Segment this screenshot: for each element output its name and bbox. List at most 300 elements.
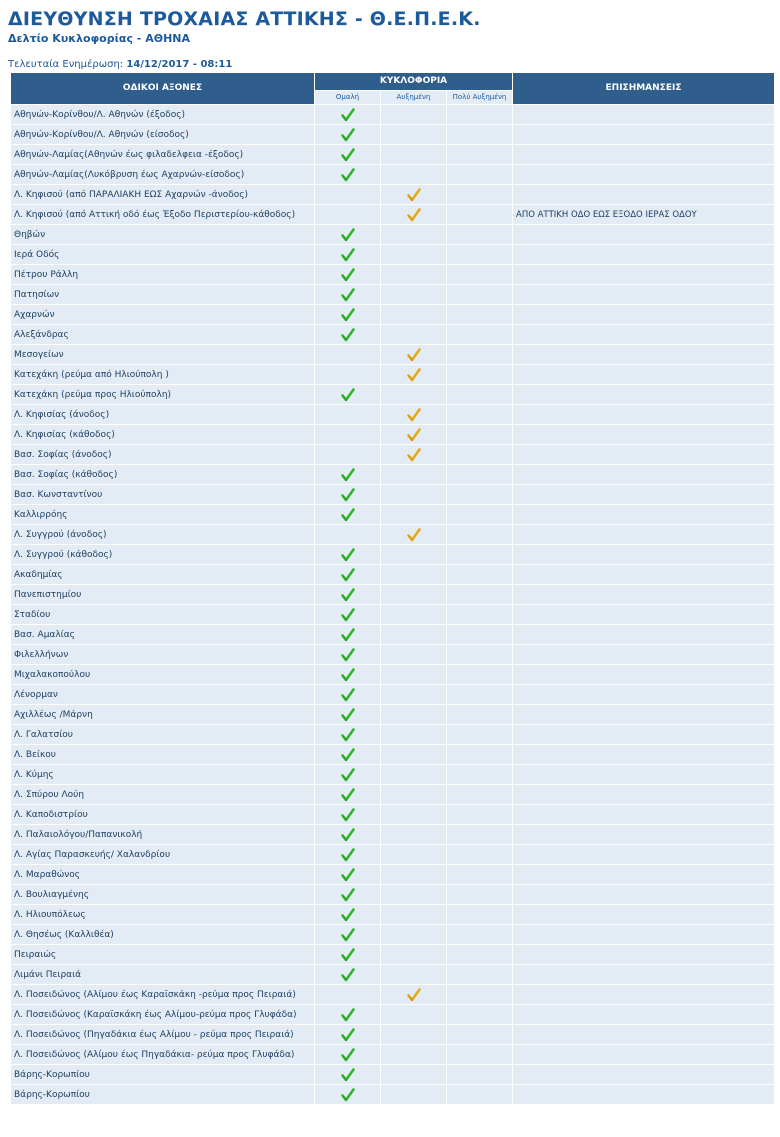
green-check-icon: [341, 628, 355, 642]
note-cell: [513, 105, 774, 124]
note-cell: [513, 325, 774, 344]
green-check-icon: [341, 968, 355, 982]
status-cell-normal: [315, 425, 380, 444]
status-cell-increased: [381, 625, 446, 644]
green-check-icon: [341, 908, 355, 922]
status-cell-increased: [381, 1025, 446, 1044]
table-row: [11, 465, 774, 484]
road-name: Αθηνών-Λαμίας(Λυκόβρυση έως Αχαρνών-είσοδος): [11, 165, 314, 184]
note-cell: [513, 985, 774, 1004]
status-cell-normal: [315, 445, 380, 464]
road-name: Λ. Κηφισού (από Αττική οδό έως Έξοδο Περιστερίου-κάθοδος): [11, 205, 314, 224]
road-name: Βάρης-Κορωπίου: [11, 1085, 314, 1104]
traffic-table: [10, 72, 775, 1105]
table-row: [11, 925, 774, 944]
green-check-icon: [341, 948, 355, 962]
status-cell-increased: [381, 865, 446, 884]
green-check-icon: [341, 568, 355, 582]
status-cell-increased: [381, 105, 446, 124]
status-cell-increased: [381, 545, 446, 564]
status-cell-increased: [381, 1045, 446, 1064]
green-check-icon: [341, 328, 355, 342]
road-name: Λ. Παλαιολόγου/Παπανικολή: [11, 825, 314, 844]
table-row: [11, 565, 774, 584]
status-cell-increased: [381, 645, 446, 664]
status-cell-very-increased: [447, 285, 512, 304]
status-cell-very-increased: [447, 625, 512, 644]
status-cell-increased: [381, 985, 446, 1004]
note-cell: [513, 285, 774, 304]
road-name: Λ. Καποδιστρίου: [11, 805, 314, 824]
note-cell: [513, 885, 774, 904]
road-name: Φιλελλήνων: [11, 645, 314, 664]
note-cell: [513, 165, 774, 184]
status-cell-normal: [315, 605, 380, 624]
status-cell-normal: [315, 1045, 380, 1064]
status-cell-very-increased: [447, 1005, 512, 1024]
note-cell: [513, 805, 774, 824]
table-row: [11, 1085, 774, 1104]
road-name: Λ. Κηφισίας (κάθοδος): [11, 425, 314, 444]
green-check-icon: [341, 108, 355, 122]
status-cell-very-increased: [447, 665, 512, 684]
green-check-icon: [341, 288, 355, 302]
status-cell-very-increased: [447, 105, 512, 124]
orange-check-icon: [407, 368, 421, 382]
status-cell-very-increased: [447, 605, 512, 624]
road-name: Πέτρου Ράλλη: [11, 265, 314, 284]
road-name: Λ. Βείκου: [11, 745, 314, 764]
green-check-icon: [341, 668, 355, 682]
note-cell: [513, 345, 774, 364]
road-name: Λ. Βουλιαγμένης: [11, 885, 314, 904]
note-cell: [513, 305, 774, 324]
table-row: [11, 445, 774, 464]
status-cell-normal: [315, 485, 380, 504]
table-row: [11, 585, 774, 604]
road-name: Αθηνών-Κορίνθου/Λ. Αθηνών (είσοδος): [11, 125, 314, 144]
page-header: [8, 8, 772, 46]
road-name: Λ. Μαραθώνος: [11, 865, 314, 884]
status-cell-increased: [381, 505, 446, 524]
green-check-icon: [341, 1048, 355, 1062]
column-header-notes: ΕΠΙΣΗΜΑΝΣΕΙΣ: [513, 73, 774, 104]
status-cell-increased: [381, 825, 446, 844]
status-cell-normal: [315, 845, 380, 864]
status-cell-normal: [315, 1085, 380, 1104]
green-check-icon: [341, 648, 355, 662]
status-cell-normal: [315, 985, 380, 1004]
note-cell: [513, 1005, 774, 1024]
green-check-icon: [341, 1068, 355, 1082]
table-row: [11, 845, 774, 864]
status-cell-normal: [315, 765, 380, 784]
note-cell: [513, 125, 774, 144]
note-cell: [513, 145, 774, 164]
status-cell-increased: [381, 485, 446, 504]
status-cell-normal: [315, 625, 380, 644]
status-cell-very-increased: [447, 225, 512, 244]
note-cell: [513, 685, 774, 704]
status-cell-increased: [381, 245, 446, 264]
subheader-very-increased: Πολύ Αυξημένη: [447, 91, 512, 104]
road-name: Πειραιώς: [11, 945, 314, 964]
status-cell-very-increased: [447, 485, 512, 504]
table-row: [11, 205, 774, 224]
page-title: ΔΙΕΥΘΥΝΣΗ ΤΡΟΧΑΙΑΣ ΑΤΤΙΚΗΣ - Θ.Ε.Π.Ε.Κ.: [8, 8, 481, 30]
green-check-icon: [341, 548, 355, 562]
road-name: Βασ. Κωνσταντίνου: [11, 485, 314, 504]
road-name: Θηβών: [11, 225, 314, 244]
road-name: Βασ. Αμαλίας: [11, 625, 314, 644]
status-cell-very-increased: [447, 425, 512, 444]
note-cell: [513, 505, 774, 524]
status-cell-very-increased: [447, 825, 512, 844]
note-cell: [513, 225, 774, 244]
note-cell: [513, 905, 774, 924]
status-cell-increased: [381, 405, 446, 424]
status-cell-increased: [381, 425, 446, 444]
road-name: Λ. Συγγρού (κάθοδος): [11, 545, 314, 564]
status-cell-increased: [381, 365, 446, 384]
status-cell-increased: [381, 1065, 446, 1084]
status-cell-normal: [315, 965, 380, 984]
road-name: Αθηνών-Λαμίας(Αθηνών έως φιλαδελφεια -έξοδος): [11, 145, 314, 164]
status-cell-normal: [315, 285, 380, 304]
status-cell-normal: [315, 345, 380, 364]
note-cell: [513, 605, 774, 624]
note-cell: [513, 965, 774, 984]
orange-check-icon: [407, 348, 421, 362]
table-row: [11, 265, 774, 284]
status-cell-increased: [381, 745, 446, 764]
road-name: Λ. Κύμης: [11, 765, 314, 784]
table-row: [11, 185, 774, 204]
note-cell: ΑΠΟ ΑΤΤΙΚΗ ΟΔΟ ΕΩΣ ΕΞΟΔΟ ΙΕΡΑΣ ΟΔΟΥ: [513, 205, 774, 224]
status-cell-very-increased: [447, 125, 512, 144]
road-name: Μεσογείων: [11, 345, 314, 364]
status-cell-very-increased: [447, 245, 512, 264]
status-cell-very-increased: [447, 445, 512, 464]
status-cell-increased: [381, 325, 446, 344]
table-row: [11, 525, 774, 544]
note-cell: [513, 185, 774, 204]
status-cell-normal: [315, 125, 380, 144]
status-cell-normal: [315, 265, 380, 284]
note-cell: [513, 365, 774, 384]
status-cell-increased: [381, 465, 446, 484]
status-cell-increased: [381, 845, 446, 864]
status-cell-very-increased: [447, 645, 512, 664]
status-cell-normal: [315, 305, 380, 324]
status-cell-very-increased: [447, 365, 512, 384]
road-name: Μιχαλακοπούλου: [11, 665, 314, 684]
green-check-icon: [341, 768, 355, 782]
status-cell-increased: [381, 805, 446, 824]
status-cell-increased: [381, 945, 446, 964]
green-check-icon: [341, 488, 355, 502]
road-name: Λ. Αγίας Παρασκευής/ Χαλανδρίου: [11, 845, 314, 864]
status-cell-very-increased: [447, 785, 512, 804]
status-cell-normal: [315, 725, 380, 744]
road-name: Βάρης-Κορωπίου: [11, 1065, 314, 1084]
status-cell-very-increased: [447, 805, 512, 824]
road-name: Ακαδημίας: [11, 565, 314, 584]
road-name: Κατεχάκη (ρεύμα από Ηλιούπολη ): [11, 365, 314, 384]
status-cell-normal: [315, 505, 380, 524]
status-cell-normal: [315, 745, 380, 764]
table-row: [11, 105, 774, 124]
road-name: Σταδίου: [11, 605, 314, 624]
status-cell-normal: [315, 685, 380, 704]
status-cell-increased: [381, 285, 446, 304]
note-cell: [513, 265, 774, 284]
status-cell-very-increased: [447, 725, 512, 744]
table-row: [11, 545, 774, 564]
status-cell-very-increased: [447, 205, 512, 224]
status-cell-normal: [315, 1065, 380, 1084]
table-row: [11, 885, 774, 904]
note-cell: [513, 565, 774, 584]
table-row: [11, 385, 774, 404]
road-name: Λιμάνι Πειραιά: [11, 965, 314, 984]
table-row: [11, 725, 774, 744]
note-cell: [513, 765, 774, 784]
green-check-icon: [341, 128, 355, 142]
green-check-icon: [341, 308, 355, 322]
status-cell-normal: [315, 925, 380, 944]
status-cell-very-increased: [447, 705, 512, 724]
status-cell-very-increased: [447, 765, 512, 784]
status-cell-very-increased: [447, 565, 512, 584]
table-row: [11, 1045, 774, 1064]
status-cell-very-increased: [447, 865, 512, 884]
status-cell-increased: [381, 885, 446, 904]
note-cell: [513, 525, 774, 544]
status-cell-normal: [315, 1025, 380, 1044]
status-cell-increased: [381, 905, 446, 924]
status-cell-increased: [381, 305, 446, 324]
status-cell-very-increased: [447, 405, 512, 424]
status-cell-normal: [315, 805, 380, 824]
table-row: [11, 405, 774, 424]
road-name: Πανεπιστημίου: [11, 585, 314, 604]
road-name: Λ. Ποσειδώνος (Αλίμου έως Πηγαδάκια- ρεύμα προς Γλυφάδα): [11, 1045, 314, 1064]
green-check-icon: [341, 688, 355, 702]
green-check-icon: [341, 228, 355, 242]
note-cell: [513, 865, 774, 884]
table-row: [11, 825, 774, 844]
orange-check-icon: [407, 428, 421, 442]
status-cell-normal: [315, 325, 380, 344]
subheader-normal: Ομαλή: [315, 91, 380, 104]
table-row: [11, 805, 774, 824]
status-cell-normal: [315, 185, 380, 204]
status-cell-increased: [381, 785, 446, 804]
orange-check-icon: [407, 988, 421, 1002]
status-cell-very-increased: [447, 585, 512, 604]
status-cell-increased: [381, 1005, 446, 1024]
table-row: [11, 745, 774, 764]
note-cell: [513, 945, 774, 964]
page-subtitle: Δελτίο Κυκλοφορίας - ΑΘΗΝΑ: [8, 32, 190, 45]
status-cell-very-increased: [447, 325, 512, 344]
status-cell-normal: [315, 565, 380, 584]
table-row: [11, 245, 774, 264]
green-check-icon: [341, 508, 355, 522]
status-cell-very-increased: [447, 1085, 512, 1104]
status-cell-increased: [381, 925, 446, 944]
table-row: [11, 225, 774, 244]
table-row: [11, 765, 774, 784]
road-name: Λ. Ηλιουπόλεως: [11, 905, 314, 924]
green-check-icon: [341, 588, 355, 602]
status-cell-normal: [315, 945, 380, 964]
road-name: Βασ. Σοφίας (κάθοδος): [11, 465, 314, 484]
table-row: [11, 485, 774, 504]
road-name: Βασ. Σοφίας (άνοδος): [11, 445, 314, 464]
status-cell-normal: [315, 785, 380, 804]
table-row: [11, 785, 774, 804]
note-cell: [513, 745, 774, 764]
status-cell-very-increased: [447, 185, 512, 204]
note-cell: [513, 245, 774, 264]
status-cell-very-increased: [447, 845, 512, 864]
orange-check-icon: [407, 408, 421, 422]
status-cell-very-increased: [447, 385, 512, 404]
table-row: [11, 905, 774, 924]
column-header-traffic: ΚΥΚΛΟΦΟΡΙΑ: [315, 73, 512, 90]
status-cell-very-increased: [447, 685, 512, 704]
green-check-icon: [341, 608, 355, 622]
note-cell: [513, 1085, 774, 1104]
note-cell: [513, 465, 774, 484]
status-cell-normal: [315, 705, 380, 724]
road-name: Κατεχάκη (ρεύμα προς Ηλιούπολη): [11, 385, 314, 404]
table-row: [11, 345, 774, 364]
note-cell: [513, 785, 774, 804]
status-cell-normal: [315, 825, 380, 844]
note-cell: [513, 405, 774, 424]
status-cell-normal: [315, 205, 380, 224]
status-cell-increased: [381, 765, 446, 784]
subheader-increased: Αυξημένη: [381, 91, 446, 104]
green-check-icon: [341, 928, 355, 942]
status-cell-very-increased: [447, 345, 512, 364]
status-cell-very-increased: [447, 985, 512, 1004]
table-row: [11, 505, 774, 524]
status-cell-very-increased: [447, 745, 512, 764]
status-cell-very-increased: [447, 905, 512, 924]
green-check-icon: [341, 148, 355, 162]
table-row: [11, 705, 774, 724]
status-cell-normal: [315, 365, 380, 384]
status-cell-increased: [381, 345, 446, 364]
orange-check-icon: [407, 528, 421, 542]
status-cell-normal: [315, 665, 380, 684]
table-row: [11, 685, 774, 704]
status-cell-increased: [381, 725, 446, 744]
status-cell-normal: [315, 865, 380, 884]
status-cell-increased: [381, 1085, 446, 1104]
traffic-rows: [11, 105, 774, 1104]
note-cell: [513, 625, 774, 644]
table-row: [11, 325, 774, 344]
status-cell-normal: [315, 245, 380, 264]
road-name: Καλλιρρόης: [11, 505, 314, 524]
status-cell-normal: [315, 405, 380, 424]
status-cell-increased: [381, 705, 446, 724]
status-cell-increased: [381, 185, 446, 204]
table-row: [11, 645, 774, 664]
green-check-icon: [341, 868, 355, 882]
note-cell: [513, 645, 774, 664]
status-cell-increased: [381, 385, 446, 404]
status-cell-very-increased: [447, 525, 512, 544]
road-name: Λ. Θησέως (Καλλιθέα): [11, 925, 314, 944]
status-cell-very-increased: [447, 1045, 512, 1064]
status-cell-normal: [315, 545, 380, 564]
road-name: Αχαρνών: [11, 305, 314, 324]
status-cell-increased: [381, 205, 446, 224]
status-cell-increased: [381, 525, 446, 544]
green-check-icon: [341, 708, 355, 722]
status-cell-normal: [315, 1005, 380, 1024]
road-name: Λ. Σπύρου Λούη: [11, 785, 314, 804]
note-cell: [513, 725, 774, 744]
note-cell: [513, 925, 774, 944]
status-cell-normal: [315, 385, 380, 404]
table-row: [11, 305, 774, 324]
note-cell: [513, 845, 774, 864]
last-update-value: 14/12/2017 - 08:11: [126, 59, 233, 70]
table-row: [11, 665, 774, 684]
table-row: [11, 1025, 774, 1044]
status-cell-increased: [381, 225, 446, 244]
status-cell-very-increased: [447, 885, 512, 904]
table-row: [11, 165, 774, 184]
note-cell: [513, 585, 774, 604]
note-cell: [513, 665, 774, 684]
note-cell: [513, 1065, 774, 1084]
table-row: [11, 285, 774, 304]
green-check-icon: [341, 808, 355, 822]
orange-check-icon: [407, 188, 421, 202]
road-name: Λ. Ποσειδώνος (Πηγαδάκια έως Αλίμου - ρεύμα προς Πειραιά): [11, 1025, 314, 1044]
green-check-icon: [341, 788, 355, 802]
status-cell-very-increased: [447, 945, 512, 964]
status-cell-normal: [315, 145, 380, 164]
green-check-icon: [341, 888, 355, 902]
status-cell-normal: [315, 645, 380, 664]
orange-check-icon: [407, 448, 421, 462]
status-cell-very-increased: [447, 265, 512, 284]
status-cell-very-increased: [447, 1065, 512, 1084]
green-check-icon: [341, 1028, 355, 1042]
road-name: Αθηνών-Κορίνθου/Λ. Αθηνών (έξοδος): [11, 105, 314, 124]
status-cell-normal: [315, 885, 380, 904]
status-cell-normal: [315, 585, 380, 604]
status-cell-very-increased: [447, 925, 512, 944]
status-cell-increased: [381, 965, 446, 984]
status-cell-normal: [315, 105, 380, 124]
status-cell-very-increased: [447, 165, 512, 184]
note-cell: [513, 1045, 774, 1064]
table-row: [11, 125, 774, 144]
status-cell-increased: [381, 605, 446, 624]
green-check-icon: [341, 268, 355, 282]
status-cell-normal: [315, 905, 380, 924]
